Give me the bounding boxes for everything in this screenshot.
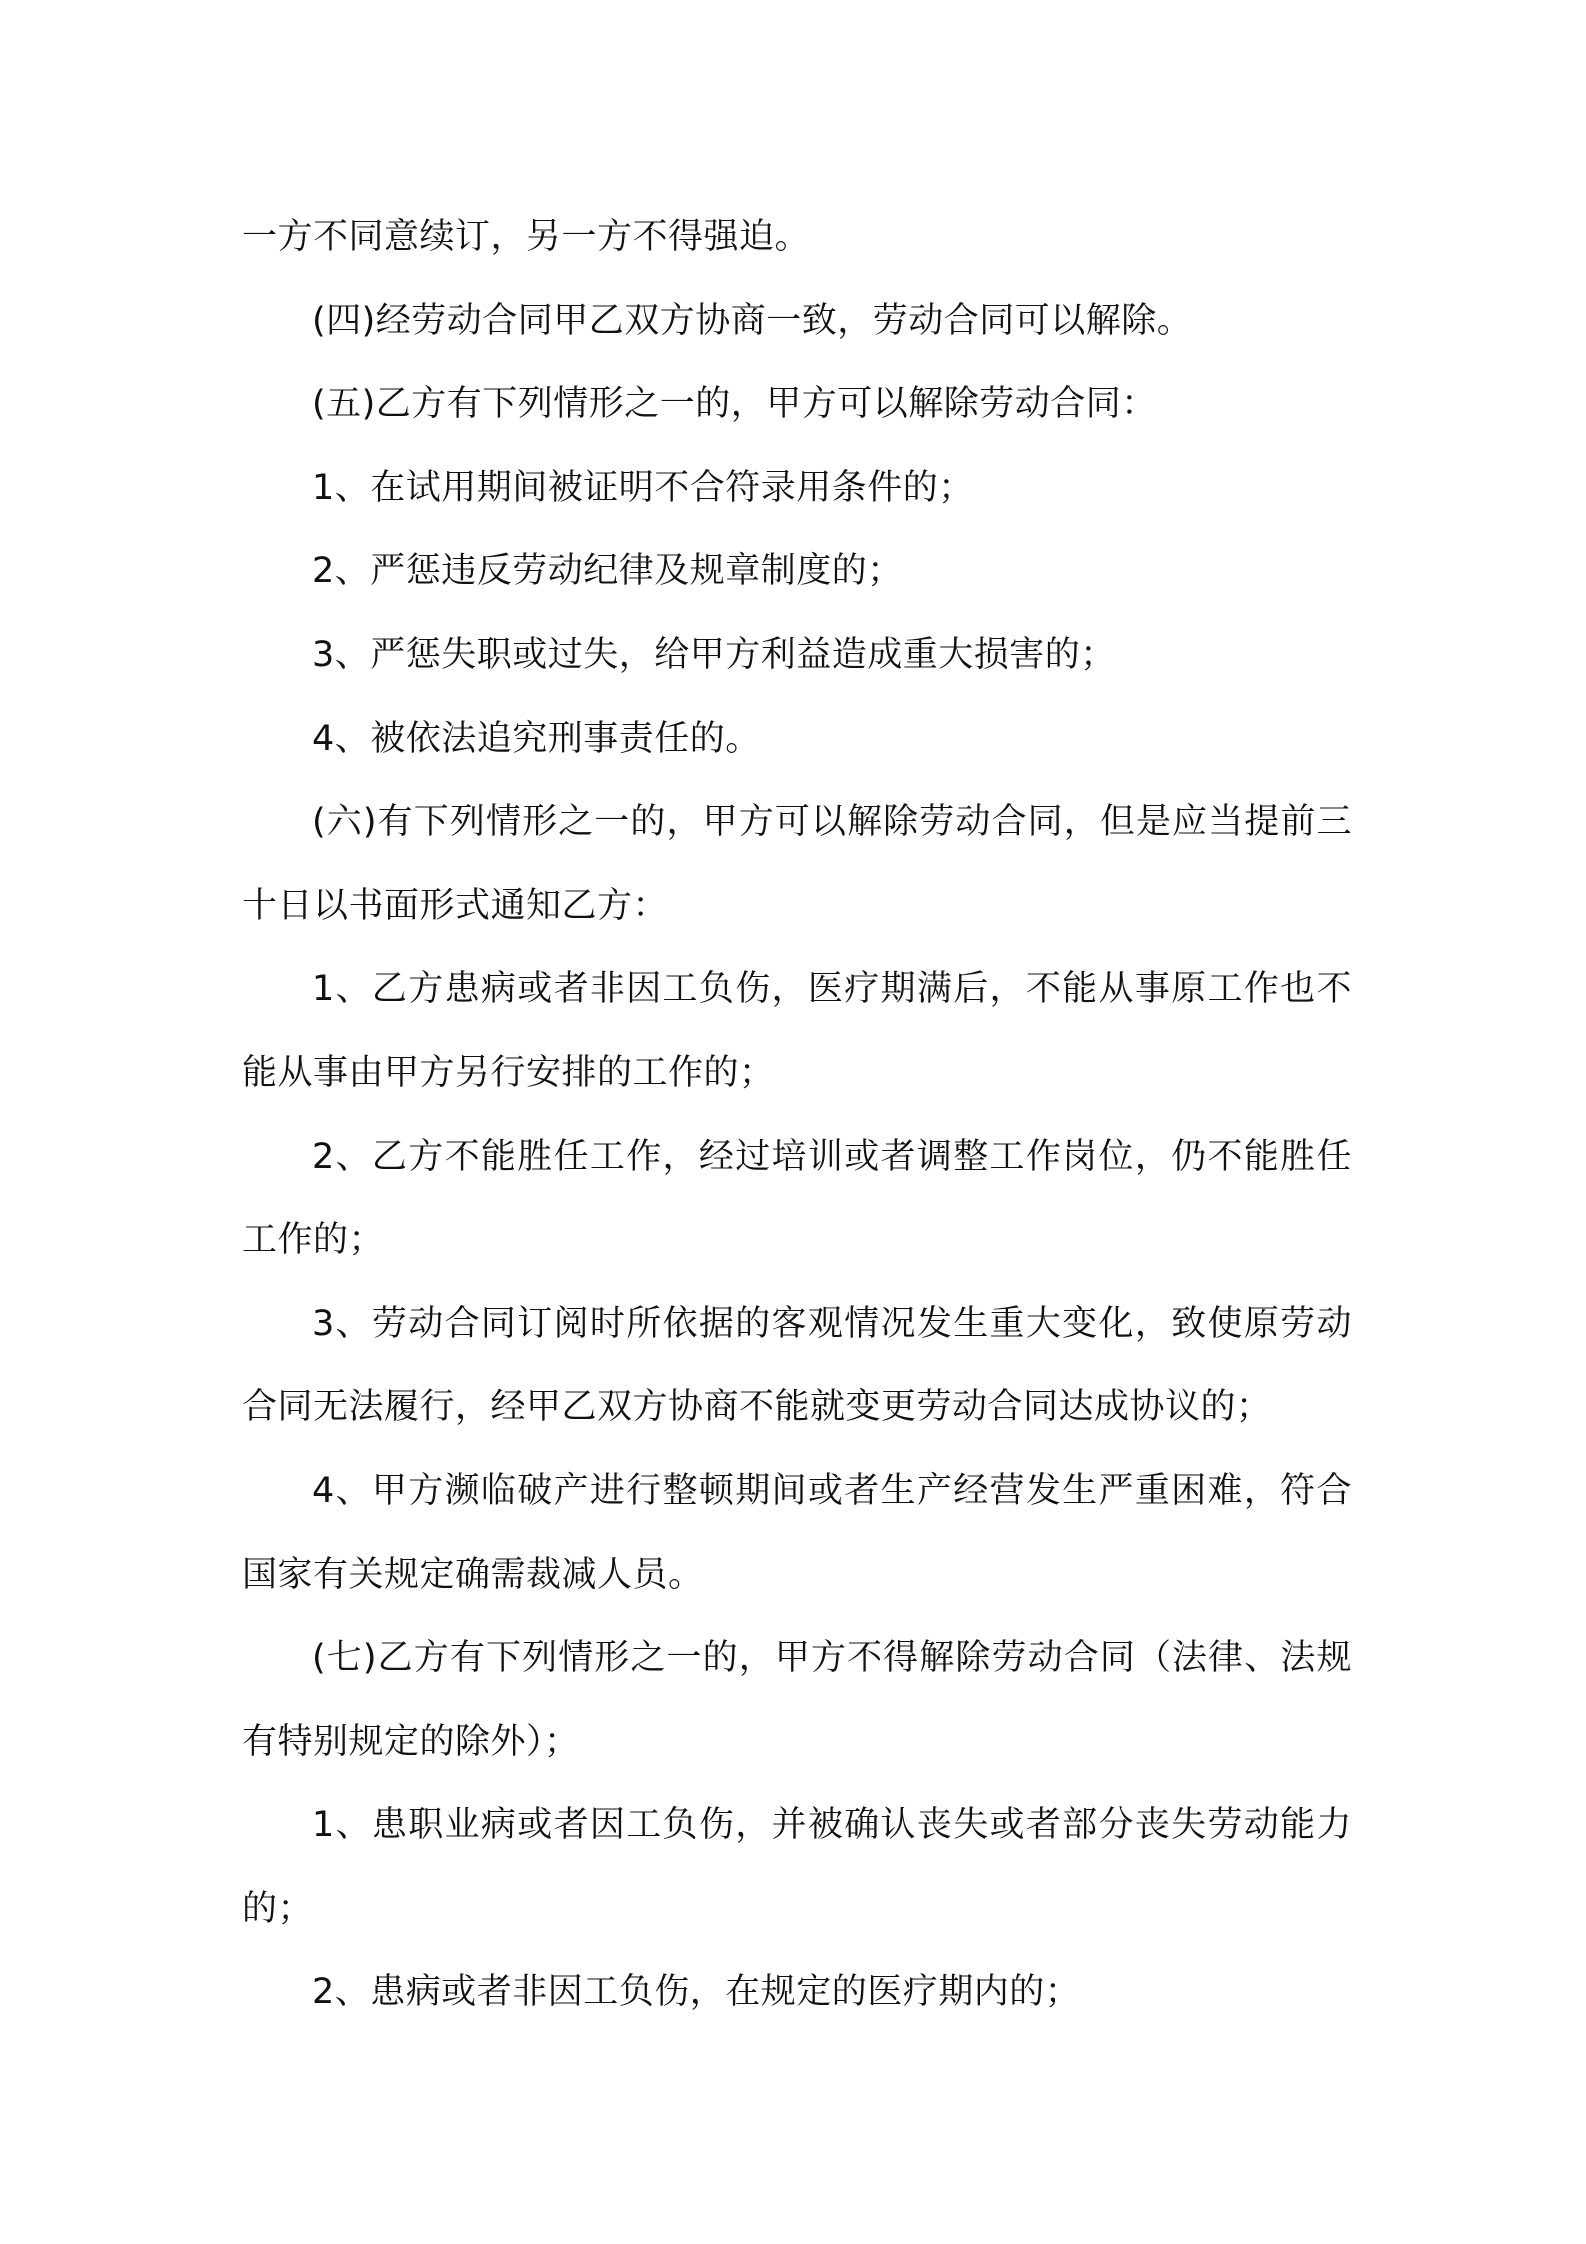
clause-5-item-1: 1、在试用期间被证明不合符录用条件的；	[312, 467, 974, 508]
clause-5-item-4: 4、被依法追究刑事责任的。	[312, 718, 761, 759]
document-body	[242, 196, 1352, 2035]
clause-6: (六)有下列情形之一的，甲方可以解除劳动合同，但是应当提前三十日以书面形式通知乙方：	[242, 802, 1352, 926]
clause-6-item-1: 1、乙方患病或者非因工负伤，医疗期满后，不能从事原工作也不能从事由甲方另行安排的工作的；	[242, 969, 1352, 1093]
clause-5: (五)乙方有下列情形之一的，甲方可以解除劳动合同：	[312, 384, 1157, 425]
clause-4: (四)经劳动合同甲乙双方协商一致，劳动合同可以解除。	[312, 300, 1193, 341]
clause-6-item-2: 2、乙方不能胜任工作，经过培训或者调整工作岗位，仍不能胜任工作的；	[242, 1136, 1352, 1261]
clause-5-item-2: 2、严惩违反劳动纪律及规章制度的；	[312, 551, 903, 592]
clause-7-item-2: 2、患病或者非因工负伤，在规定的医疗期内的；	[312, 1972, 1081, 2013]
clause-6-item-4: 4、甲方濒临破产进行整顿期间或者生产经营发生严重困难，符合国家有关规定确需裁减人员。	[242, 1470, 1352, 1595]
clause-6-item-3: 3、劳动合同订阅时所依据的客观情况发生重大变化，致使原劳动合同无法履行，经甲乙双方协商不能就变更劳动合同达成协议的；	[242, 1303, 1352, 1428]
clause-5-item-3: 3、严惩失职或过失，给甲方利益造成重大损害的；	[312, 634, 1116, 675]
paragraph-continuation: 一方不同意续订，另一方不得强迫。	[242, 217, 811, 257]
clause-7: (七)乙方有下列情形之一的，甲方不得解除劳动合同（法律、法规有特别规定的除外）；	[242, 1638, 1352, 1762]
clause-7-item-1: 1、患职业病或者因工负伤，并被确认丧失或者部分丧失劳动能力的；	[242, 1805, 1352, 1929]
